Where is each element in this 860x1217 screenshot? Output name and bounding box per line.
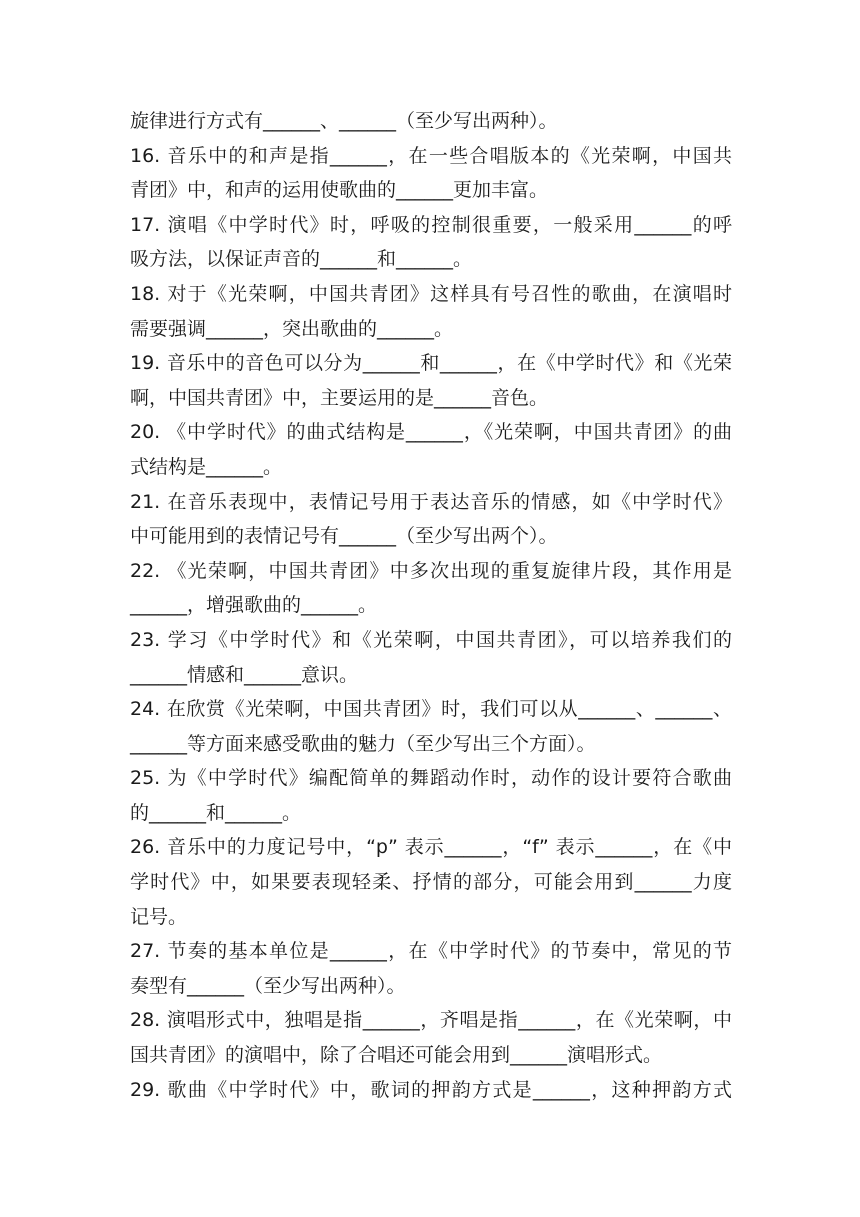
text-line: 25. 为《中学时代》编配简单的舞蹈动作时，动作的设计要符合歌曲	[130, 767, 732, 790]
text-line: 20. 《中学时代》的曲式结构是______，《光荣啊，中国共青团》的曲	[130, 421, 732, 444]
text-line: 18. 对于《光荣啊，中国共青团》这样具有号召性的歌曲，在演唱时	[130, 282, 732, 305]
text-line: 23. 学习《中学时代》和《光荣啊，中国共青团》，可以培养我们的	[130, 628, 732, 651]
text-line: 青团》中，和声的运用使歌曲的______更加丰富。	[130, 179, 549, 202]
text-line: 需要强调______，突出歌曲的______。	[130, 317, 454, 340]
text-line: 式结构是______。	[130, 455, 283, 478]
text-line: 记号。	[130, 905, 188, 928]
text-line: 奏型有______（至少写出两种）。	[130, 974, 406, 997]
text-line: 27. 节奏的基本单位是______，在《中学时代》的节奏中，常见的节	[130, 940, 732, 963]
text-line: 中可能用到的表情记号有______（至少写出两个）。	[130, 525, 558, 548]
question-list	[130, 104, 732, 1107]
text-line: 26. 音乐中的力度记号中，“p” 表示______，“f” 表示______，在《中	[130, 836, 732, 859]
text-line: ______情感和______意识。	[130, 663, 359, 686]
text-line: 的______和______。	[130, 801, 302, 824]
text-line: 学时代》中，如果要表现轻柔、抒情的部分，可能会用到______力度	[130, 871, 732, 894]
text-line: 29. 歌曲《中学时代》中，歌词的押韵方式是______，这种押韵方式	[130, 1078, 732, 1101]
text-line: 旋律进行方式有______、______（至少写出两种）。	[130, 110, 558, 132]
text-line: 16. 音乐中的和声是指______，在一些合唱版本的《光荣啊，中国共	[130, 144, 732, 167]
text-line: 22. 《光荣啊，中国共青团》中多次出现的重复旋律片段，其作用是	[130, 559, 732, 582]
text-line: 24. 在欣赏《光荣啊，中国共青团》时，我们可以从______、______、	[130, 698, 732, 721]
text-line: ______等方面来感受歌曲的魅力（至少写出三个方面）。	[130, 732, 596, 755]
text-line: 17. 演唱《中学时代》时，呼吸的控制很重要，一般采用______的呼	[130, 213, 732, 236]
text-line: 28. 演唱形式中，独唱是指______，齐唱是指______，在《光荣啊，中	[130, 1009, 732, 1032]
text-line: 国共青团》的演唱中，除了合唱还可能会用到______演唱形式。	[130, 1044, 663, 1067]
text-line: 19. 音乐中的音色可以分为______和______，在《中学时代》和《光荣	[130, 352, 732, 375]
text-line: 吸方法，以保证声音的______和______。	[130, 248, 473, 271]
text-line: ______，增强歌曲的______。	[130, 594, 378, 617]
text-line: 21. 在音乐表现中，表情记号用于表达音乐的情感，如《中学时代》	[130, 490, 732, 513]
text-line: 啊，中国共青团》中，主要运用的是______音色。	[130, 386, 549, 409]
